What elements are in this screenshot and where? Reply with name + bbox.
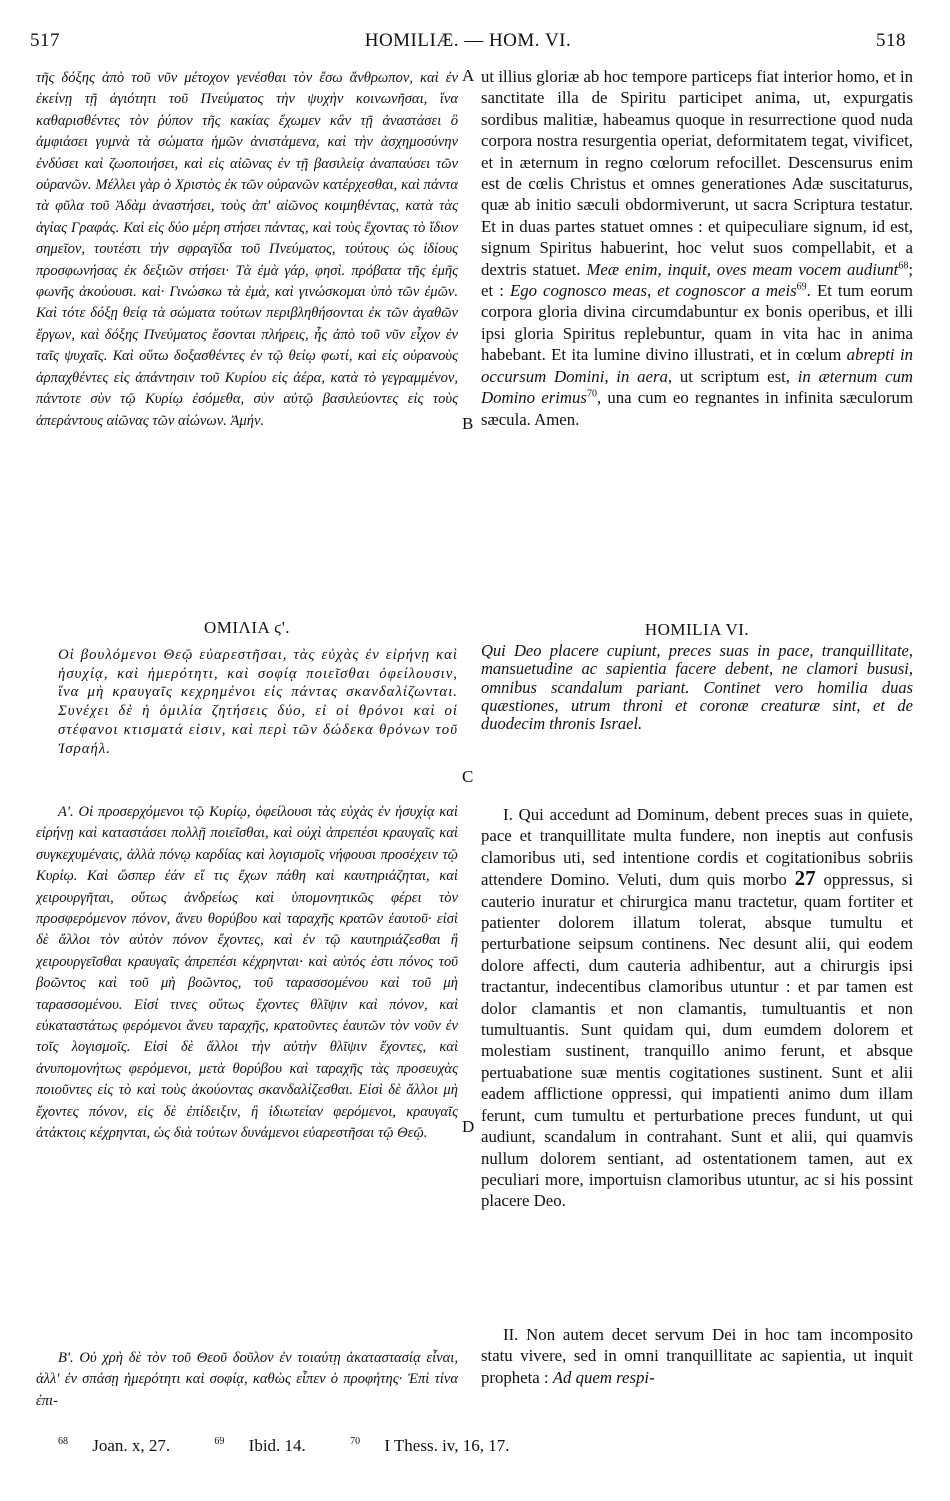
greek-paragraph: Β'. Οὐ χρὴ δὲ τὸν τοῦ Θεοῦ δοῦλον ἐν τοιαύτῃ ἀκαταστασίᾳ εἶναι, ἀλλ' ἐν σπάσῃ ἡμερότητι καὶ σοφίᾳ, καθὼς εἶπεν ὁ προφήτης· Ἐπὶ τίνα ἐπι- — [36, 1350, 458, 1409]
greek-homily-heading: ΟΜΙΛΙΑ ϛ'. — [203, 618, 291, 637]
footnote-number: 70 — [350, 1436, 361, 1448]
latin-paragraph — [481, 804, 913, 1212]
latin-text-run: I. Qui accedunt ad Dominum, debent preces suas in quiete, pace et tranquillitate multa fundere, non ineptis aut confusis clamoribus uti, sed intentione cordis et cogitationibus sobriis attendere Domino. Veluti, dum quis morbo — [481, 805, 913, 890]
greek-text-top — [36, 68, 458, 613]
latin-body-section-1 — [481, 804, 913, 1314]
latin-abstract: Qui Deo placere cupiunt, preces suas in pace, tranquillitate, mansuetudine ac sapientia facere debent, ne clamori bususi, omnibus scandalum pariant. Continet vero homilia duas quæstiones, utrum throni et coronæ creaturæ sint, et de duodecim thronis Israel. — [481, 642, 913, 734]
greek-body-section-1 — [36, 802, 458, 1342]
greek-body-section-2 — [36, 1348, 458, 1414]
margin-letter-a: A — [462, 66, 475, 85]
scripture-quote: in æternum cum Domino erimus — [481, 366, 913, 408]
footnote-text: I Thess. iv, 16, 17. — [380, 1436, 510, 1455]
latin-text-run: ; et : — [481, 259, 913, 301]
latin-text-run: oppressus, si cauterio inuratur et chirurgica manu tractetur, quam fortiter et patienter dolorem illatum tolerat, absque tumultu et perturbatione seipsum continens. Nec desunt alii, qui eodem dolore affecti, dum cauteria adhibentur, aut a chirurgis ipsi tractantur, indecentibus clamoribus utuntur : et par tamen est dolor clamantis et non clamantis, tumultuantis et non tumultuantis. Sunt quidam qui, dum eumdem dolorem et molestiam sustinent, tranquillo animo ferunt, et absque pertuabatione suæ mentis cogitationes sustinent. Sunt et alii eadem afflictione oppressi, qui impatienti animo dum illam ferunt, cum tumultu et perturbatione preces fundunt, ut qui audiunt, scandalum in contrahant. Sunt et alii, qui quamvis nullum dolorem sentiant, ad ostentationem tamen, aut ex peculiari more, importuisn clamoribus utuntur, ac si his possint placere Deo. — [481, 870, 913, 1211]
greek-abstract: Οἱ βουλόμενοι Θεῷ εὐαρεστῆσαι, τὰς εὐχὰς ἐν εἰρήνῃ καὶ ἡσυχίᾳ, καὶ ἡμερότητι, καὶ σοφίᾳ ποιεῖσθαι ὀφείλουσιν, ἵνα μὴ κραυγαῖς κεχρημένοι εἰς πάντας σκανδαλίζωνται. Συνέχει δὲ ἡ ὁμιλία ζητήσεις δύο, εἰ οἱ θρόνοι καὶ οἱ στέφανοι κτισματά εἰσιν, καὶ περὶ τῶν δώδεκα θρόνων τοῦ Ἰσραήλ. — [58, 647, 458, 757]
footnote — [350, 1436, 529, 1455]
latin-body-section-2 — [481, 1324, 913, 1414]
footnotes — [58, 1436, 758, 1456]
scripture-quote: Ego cognosco meas, et cognoscor a meis — [509, 281, 797, 301]
running-header — [30, 30, 906, 58]
footnote-number: 68 — [58, 1436, 68, 1448]
latin-homily-heading: HOMILIA VI. — [644, 620, 750, 639]
footnote — [58, 1436, 190, 1455]
left-page-number: 517 — [30, 30, 60, 51]
latin-paragraph — [481, 1324, 913, 1388]
scripture-quote: Meæ enim, inquit, oves meam vocem audiunt — [586, 259, 899, 279]
footnote — [214, 1436, 325, 1455]
footnote-number: 69 — [214, 1436, 225, 1448]
latin-text-run: II. Non autem decet servum Dei in hoc tam incomposito statu vivere, sed in omni tranquillitate ac sapientia, ut inquit propheta : — [481, 1325, 913, 1387]
latin-text-top — [481, 66, 913, 566]
latin-text-run: , una cum eo regnantes in infinita sæculorum sæcula. Amen. — [481, 388, 913, 429]
footnote-text: Ibid. 14. — [244, 1436, 306, 1455]
scripture-quote: abrepti in occursum Domini, in aera — [481, 345, 913, 386]
footnote-text: Joan. x, 27. — [88, 1436, 171, 1455]
scripture-quote: Ad quem respi- — [552, 1367, 655, 1387]
greek-paragraph: τῆς δόξης ἀπὸ τοῦ νῦν μέτοχον γενέσθαι τὸν ἔσω ἄνθρωπον, καὶ ἐν ἐκείνῃ τῇ ἁγιότητι τοῦ Πνεύματος τὴν ψυχὴν κοινωνῆσαι, ἵνα καθαρισθέντες τὸν ῥύπον τῆς κακίας ἔχωμεν κἂν τῇ ἀναστάσει ὃ ἀμφιάσει γυμνὰ τὰ σώματα ἡμῶν ἀνιστάμενα, καὶ τὴν ἀσχημοσύνην ἐνδύσει καὶ ζωοποιήσει, καὶ εἰς αἰῶνας ἐν τῇ βασιλείᾳ ἀναπαύσει τῶν οὐρανῶν. Μέλλει γὰρ ὁ Χριστὸς ἐκ τῶν οὐρανῶν κατέρχεσθαι, καὶ πάντα τὰ φῦλα τοῦ Ἀδὰμ ἀναστήσει, τοὺς ἀπ' αἰῶνος κοιμηθέντας, κατὰ τὰς ἁγίας Γραφάς. Καὶ εἰς δύο μέρη στήσει πάντας, καὶ τοὺς ἔχοντας τὸ ἴδιον σημεῖον, τουτέστι τὴν σφραγῖδα τοῦ Πνεύματος, τούτους ὡς ἰδίους προσφωνήσας ἐκ δεξιῶν στήσει· Τὰ ἐμὰ γάρ, φησὶ. πρόβατα τῆς ἐμῆς φωνῆς ἀκούουσι. καὶ· Γινώσκω τὰ ἐμὰ, καὶ γινώσκομαι ὑπὸ τῶν ἐμῶν. Καὶ τότε δόξῃ θείᾳ τὰ σώματα τούτων περιβληθήσονται ἐκ τῶν ἀγαθῶν ἔργων, καὶ δόξης Πνεύματος ἔσονται πλήρεις, ἧς ἀπὸ τοῦ νῦν εἶχον ἐν ταῖς ψυχαῖς. Καὶ οὕτω δοξασθέντες ἐν τῷ θείῳ φωτί, καὶ εἰς οὐρανοὺς ἁρπαχθέντες εἰς ἀπάντησιν τοῦ Κυρίου εἰς ἀέρα, κατὰ τὸ γεγραμμένον, πάντοτε σὺν τῷ Κυρίῳ ἐσόμεθα, σὺν αὐτῷ βασιλεύοντες εἰς τοὺς ἀπεράντους αἰῶνας τῶν αἰώνων. Ἀμήν. — [36, 70, 458, 429]
margin-letter-d: D — [462, 1117, 475, 1136]
latin-text-run: , ut scriptum est, — [667, 366, 798, 386]
latin-paragraph — [481, 66, 913, 430]
footnote-ref: 68 — [898, 260, 909, 272]
latin-text-run: ut illius gloriæ ab hoc tempore particeps fiat interior homo, et in sanctitate illa de Spiritu participet anima, ut, expurgatis sordibus malitiæ, habeamus quoque in resurrectione quod nuda corpora nostra resurgentia operiat, deformitatem tegat, vivificet, et in æternum in regno cœlorum refocillet. Descensurus enim est de cœlis Christus et omnes generationes Adæ suscitaturus, quæ ab initio sæculi obdormiverunt, ut sacra Scriptura testatur. Et in duas partes statuet omnes : et quipeculiare signum, id est, signum Spiritus habuerint, hoc velut suos compellabit, et a dextris statuet. — [481, 67, 913, 279]
margin-letter-c: C — [462, 767, 474, 786]
margin-letter-b: B — [462, 414, 474, 433]
running-title: HOMILIÆ. — HOM. VI. — [364, 30, 572, 51]
greek-paragraph: Α'. Οἱ προσερχόμενοι τῷ Κυρίῳ, ὀφείλουσι τὰς εὐχὰς ἐν ἡσυχίᾳ καὶ εἰρήνῃ καὶ καταστάσει πολλῇ ποιεῖσθαι, καὶ οὐχὶ ἀπρεπέσι κραυγαῖς καὶ συγκεχυμέναις, ἀλλὰ πόνῳ καρδίας καὶ λογισμοῖς νήφουσι προσέχειν τῷ Κυρίῳ. Καὶ ὥσπερ ἐάν εἴ τις ἔχων πάθη καὶ καυτηριάζηται, καὶ χειρουργῆται, οὕτως ἀνδρείως καὶ ὑπομονητικῶς φέρει τὸν προσφερόμενον πόνον, ἄνευ θορύβου καὶ ταραχῆς κρατῶν ἑαυτοῦ· εἰσὶ δὲ ἄλλοι τὸν αὐτὸν πόνον ἔχοντες, καὶ ἐν τῷ καυτηριάζεσθαι ἢ χειρουργεῖσθαι κραυγαῖς ἀπρεπέσι κέχρηνται· καὶ αὐτός ἐστι πόνος τοῦ βοῶντος καὶ τοῦ μὴ βοῶντος, τοῦ ταρασσομένου καὶ τοῦ μὴ ταρασσομένου. Εἰσί τινες οὕτως ἔχοντες θλῖψιν καὶ πόνον, καὶ εὐκαταστάτως φερόμενοι ἄνευ ταραχῆς, κρατοῦντες ἑαυτῶν τὸν νοῦν ἐν τοῖς λογισμοῖς. Εἰσὶ δὲ ἄλλοι τὴν αὐτὴν θλῖψιν ἔχοντες, καὶ ἀνυπομονήτως φερόμενοι, μετὰ θορύβου καὶ ταραχῆς τὰς προσευχὰς ποιοῦντες εἰς τὸ καὶ τοὺς ἀκούοντας σκανδαλίζεσθαι. Εἰσὶ δὲ ἄλλοι μὴ ἔχοντες πόνον, εἰς δὲ ἐπίδειξιν, ἢ ἰδιωτείαν φερόμενοι, κραυγαῖς ἀτάκτοις κέχρηνται, ὡς διὰ τούτων δυνάμενοι εὐαρεστῆσαι τῷ Θεῷ. — [36, 804, 458, 1142]
footnote-ref: 70 — [586, 388, 597, 400]
footnote-ref: 69 — [796, 281, 807, 293]
latin-text-run: . Et tum eorum corpora gloria divina circumdabuntur ex bonis operibus, et illi ipsi gloria Spiritus replebuntur, quam in vita hac in anima habebant. Et ita lumine divino illustrati, et in cœlum — [481, 281, 913, 365]
right-page-number: 518 — [876, 30, 906, 51]
column-number-marker: 27 — [794, 866, 816, 891]
